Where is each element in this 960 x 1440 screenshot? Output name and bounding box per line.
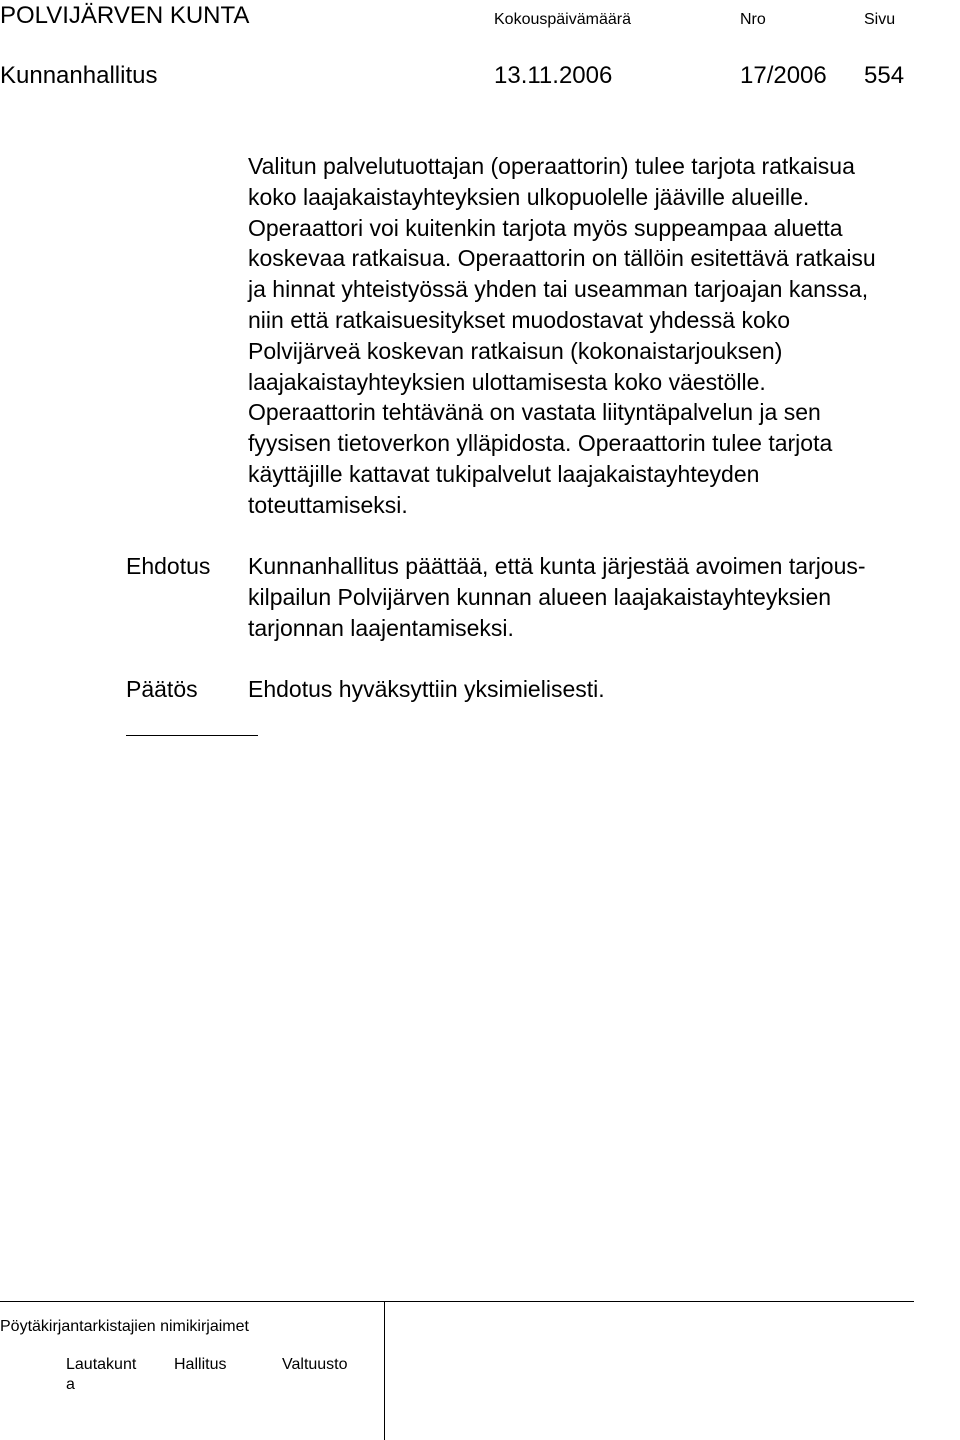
footer-top-rule — [0, 1301, 914, 1302]
proposal-text — [248, 551, 866, 643]
meeting-number: 17/2006 — [740, 62, 827, 89]
footer-col-hallitus: Hallitus — [174, 1356, 227, 1373]
footer-divider — [384, 1301, 385, 1440]
paragraph-line: koko laajakaistayhteyksien ulkopuolelle jääville alueille. — [248, 183, 810, 210]
section-end-rule — [126, 735, 258, 736]
paragraph-line: niin että ratkaisuesitykset muodostavat yhdessä koko — [248, 306, 791, 333]
organization-name: POLVIJÄRVEN KUNTA — [0, 2, 250, 29]
date-column-label: Kokouspäivämäärä — [494, 11, 631, 28]
decision-label: Päätös — [126, 676, 198, 702]
paragraph-line: käyttäjille kattavat tukipalvelut laajakaistayhteyden — [248, 460, 760, 487]
paragraph-line: Polvijärveä koskevan ratkaisun (kokonaistarjouksen) — [248, 337, 783, 364]
number-column-label: Nro — [740, 11, 766, 28]
footer-col-lautakunta: Lautakunt — [66, 1356, 137, 1373]
footer-col-valtuusto: Valtuusto — [282, 1356, 348, 1373]
decision-text — [248, 674, 605, 705]
proposal-line: kilpailun Polvijärven kunnan alueen laajakaistayhteyksien — [248, 583, 832, 610]
proposal-line: Kunnanhallitus päättää, että kunta järjestää avoimen tarjous- — [248, 553, 866, 579]
footer-col-lautakunta-wrap: a — [66, 1376, 75, 1393]
footer-title: Pöytäkirjantarkistajien nimikirjaimet — [0, 1318, 249, 1335]
meeting-date: 13.11.2006 — [494, 62, 613, 89]
paragraph-line: ja hinnat yhteistyössä yhden tai useamman tarjoajan kanssa, — [248, 276, 869, 303]
paragraph-line: laajakaistayhteyksien ulottamisesta koko väestölle. — [248, 368, 766, 395]
decision-line: Ehdotus hyväksyttiin yksimielisesti. — [248, 676, 605, 702]
page-column-label: Sivu — [864, 11, 896, 28]
paragraph-line: Operaattori voi kuitenkin tarjota myös suppeampaa aluetta — [248, 214, 843, 241]
paragraph-line: toteuttamiseksi. — [248, 491, 408, 518]
paragraph-line: koskevaa ratkaisua. Operaattorin on tällöin esitettävä ratkaisu — [248, 245, 876, 272]
paragraph-line: fyysisen tietoverkon ylläpidosta. Operaattorin tulee tarjota — [248, 430, 833, 457]
page-number: 554 — [864, 62, 905, 89]
proposal-line: tarjonnan laajentamiseksi. — [248, 614, 514, 641]
paragraph-line: Operaattorin tehtävänä on vastata liityntäpalvelun ja sen — [248, 399, 821, 426]
paragraph-line: Valitun palvelutuottajan (operaattorin) tulee tarjota ratkaisua — [248, 153, 855, 179]
body-name: Kunnanhallitus — [0, 62, 158, 89]
proposal-label: Ehdotus — [126, 553, 211, 579]
main-paragraph — [248, 151, 876, 521]
